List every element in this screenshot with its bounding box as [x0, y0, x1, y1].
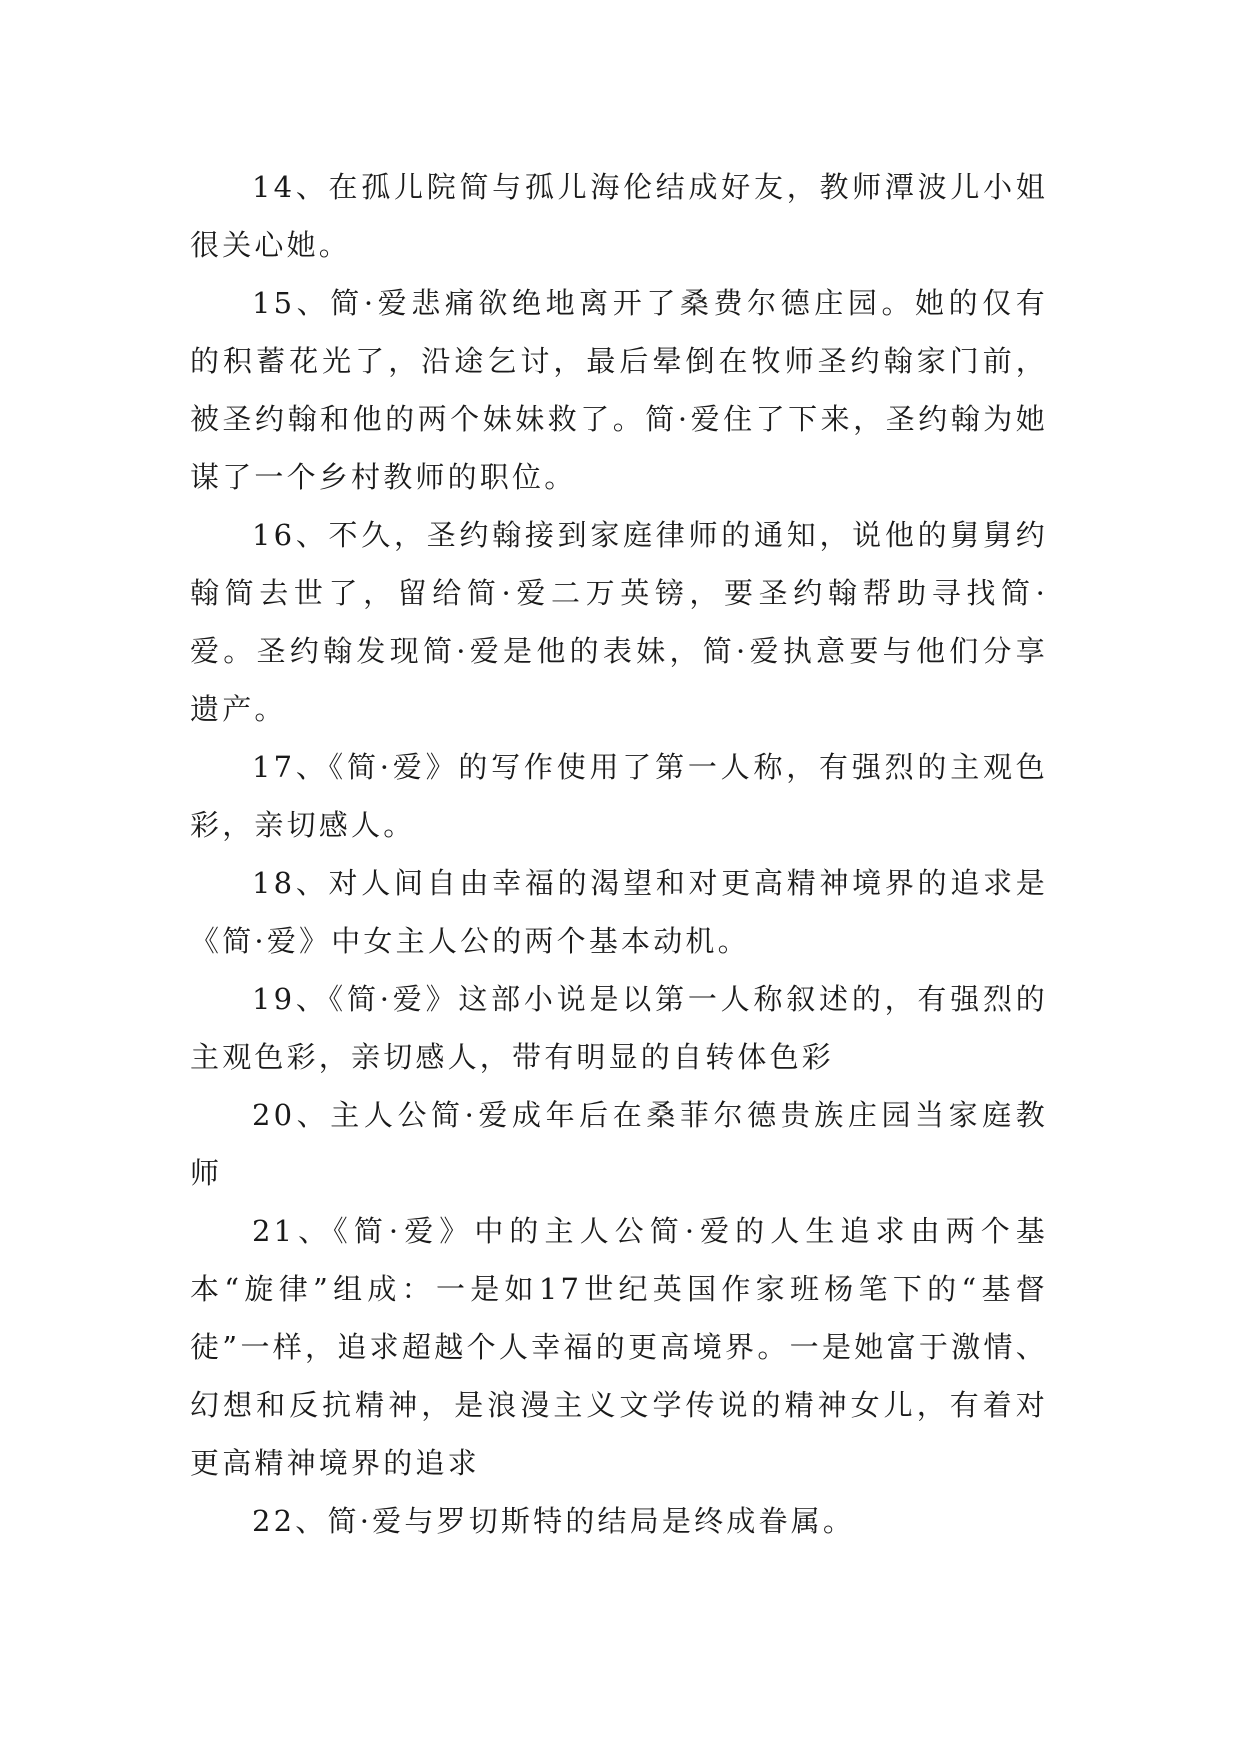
paragraph-18: 18、对人间自由幸福的渴望和对更高精神境界的追求是《简·爱》中女主人公的两个基本动机。	[190, 866, 1048, 958]
paragraph-17: 17、《简·爱》的写作使用了第一人称，有强烈的主观色彩，亲切感人。	[190, 750, 1048, 842]
paragraph-19: 19、《简·爱》这部小说是以第一人称叙述的，有强烈的主观色彩，亲切感人，带有明显的自转体色彩	[190, 982, 1048, 1074]
paragraph-16: 16、不久，圣约翰接到家庭律师的通知，说他的舅舅约翰简去世了，留给简·爱二万英镑，要圣约翰帮助寻找简·爱。圣约翰发现简·爱是他的表妹，简·爱执意要与他们分享遗产。	[190, 518, 1048, 726]
document-body	[190, 158, 1048, 1550]
paragraph-14: 14、在孤儿院简与孤儿海伦结成好友，教师潭波儿小姐很关心她。	[190, 170, 1048, 262]
paragraph-21: 21、《简·爱》中的主人公简·爱的人生追求由两个基本“旋律”组成：一是如17世纪英国作家班杨笔下的“基督徒”一样，追求超越个人幸福的更高境界。一是她富于激情、幻想和反抗精神，是浪漫主义文学传说的精神女儿，有着对更高精神境界的追求	[190, 1214, 1048, 1480]
paragraph-15: 15、简·爱悲痛欲绝地离开了桑费尔德庄园。她的仅有的积蓄花光了，沿途乞讨，最后晕倒在牧师圣约翰家门前，被圣约翰和他的两个妹妹救了。简·爱住了下来，圣约翰为她谋了一个乡村教师的职位。	[190, 286, 1048, 494]
paragraph-20: 20、主人公简·爱成年后在桑菲尔德贵族庄园当家庭教师	[190, 1098, 1048, 1190]
paragraph-22: 22、简·爱与罗切斯特的结局是终成眷属。	[252, 1504, 856, 1538]
